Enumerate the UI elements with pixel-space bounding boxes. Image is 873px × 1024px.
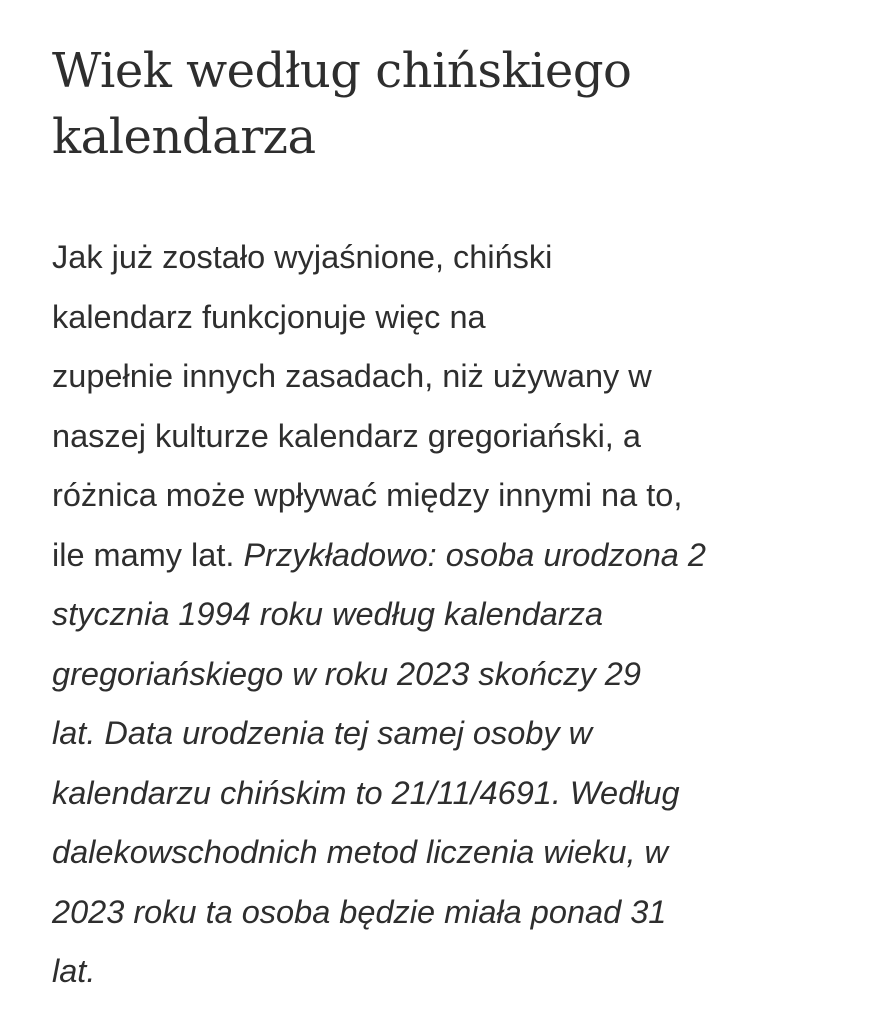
title-line: kalendarza [52, 109, 316, 165]
text-italic: lat. [52, 953, 96, 989]
title-line: Wiek według chińskiego [52, 43, 632, 99]
text-italic: kalendarzu chińskim to 21/11/4691. Według [52, 774, 680, 811]
text-normal: zupełnie innych zasadach, niż używany w [52, 358, 652, 394]
text-normal: różnica może wpływać między innymi na to, [52, 477, 683, 513]
paragraph-line [52, 823, 852, 883]
article [52, 38, 852, 1002]
text-normal: kalendarz funkcjonuje więc na [52, 298, 486, 335]
paragraph-line [52, 228, 852, 288]
paragraph-line [52, 407, 852, 467]
paragraph-line [52, 942, 852, 1002]
text-italic: gregoriańskiego w roku 2023 skończy 29 [52, 655, 641, 692]
paragraph-line [52, 645, 852, 705]
text-italic: lat. Data urodzenia tej samej osoby w [52, 715, 593, 751]
paragraph-line [52, 466, 852, 526]
article-paragraph [52, 228, 852, 1002]
text-italic: stycznia 1994 roku według kalendarza [52, 596, 604, 632]
paragraph-line [52, 764, 852, 824]
paragraph-line [52, 883, 852, 943]
paragraph-line [52, 526, 852, 586]
text-italic: Przykładowo: osoba urodzona 2 [243, 536, 706, 573]
text-italic: 2023 roku ta osoba będzie miała ponad 31 [52, 893, 667, 930]
paragraph-line [52, 585, 852, 645]
text-normal: ile mamy lat. [52, 536, 244, 573]
paragraph-line [52, 347, 852, 407]
text-normal: Jak już zostało wyjaśnione, chiński [52, 239, 553, 275]
text-italic: dalekowschodnich metod liczenia wieku, w [52, 834, 669, 870]
text-normal: naszej kulturze kalendarz gregoriański, a [52, 417, 641, 454]
paragraph-line [52, 704, 852, 764]
article-title [52, 38, 852, 170]
paragraph-line [52, 288, 852, 348]
